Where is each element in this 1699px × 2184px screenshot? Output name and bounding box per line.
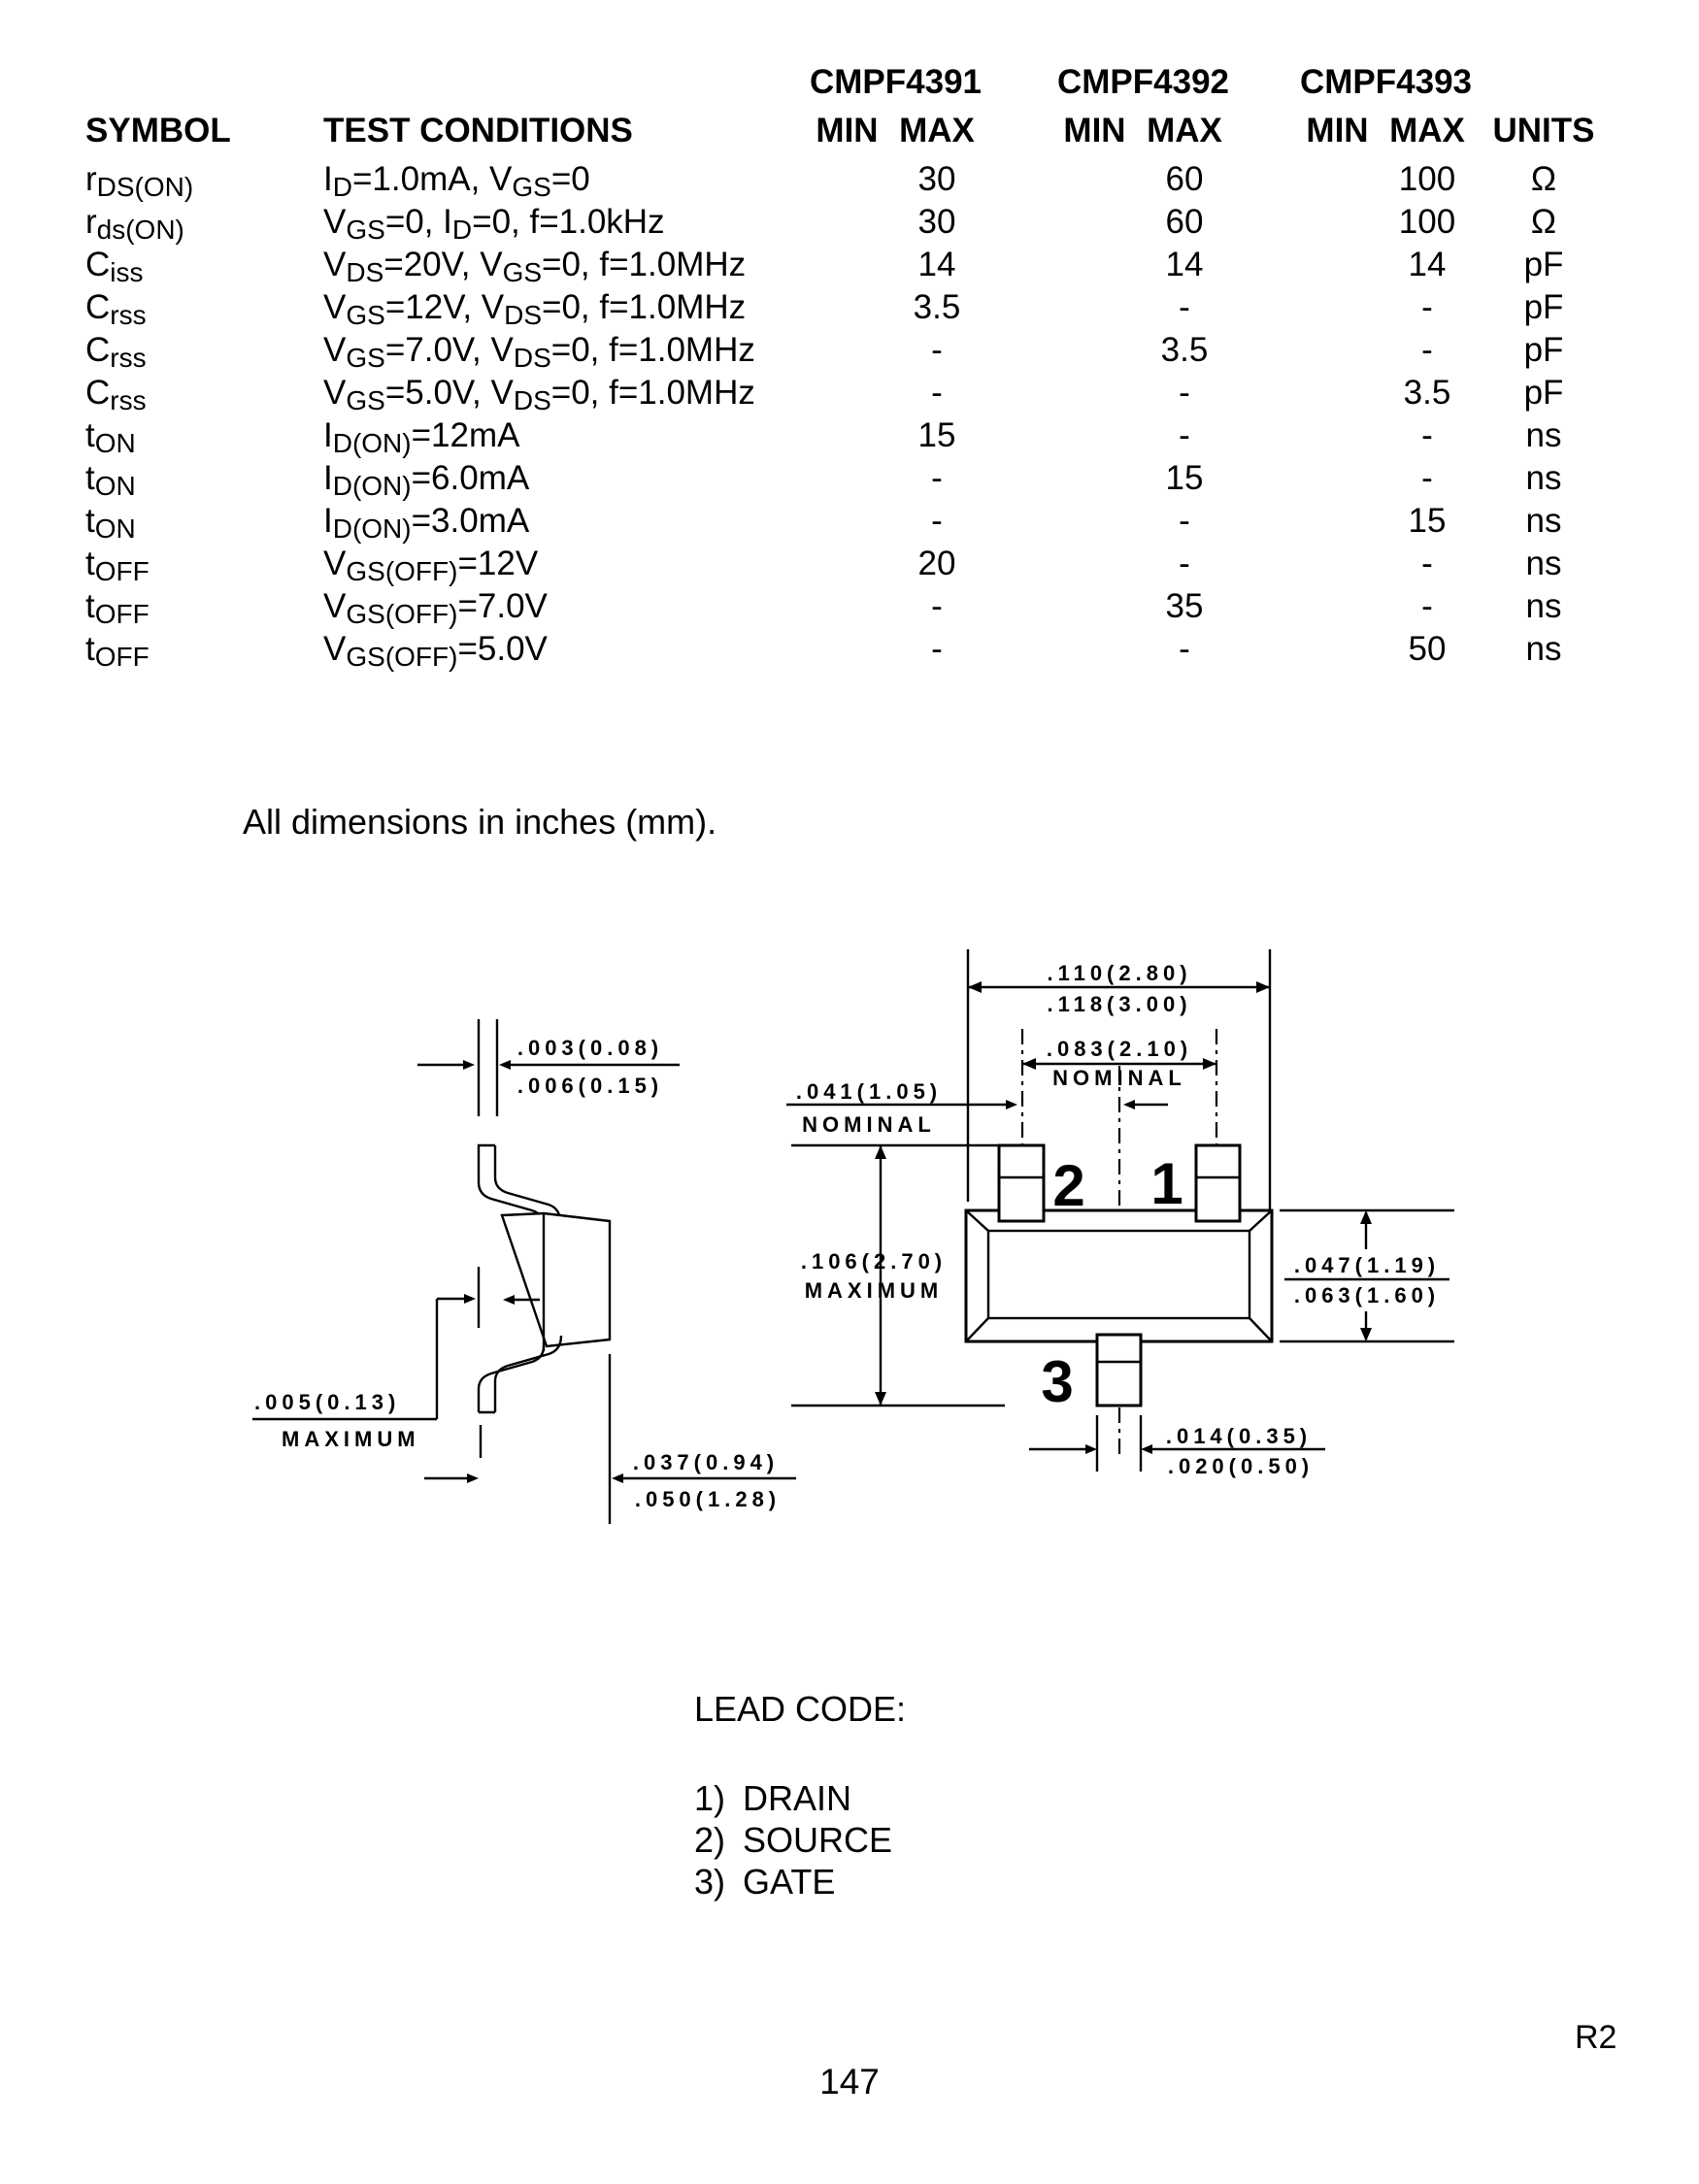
standoff-label: .005(0.13) — [254, 1390, 401, 1414]
conditions-header: TEST CONDITIONS — [323, 111, 633, 149]
standoff-qualifier-label: MAXIMUM — [282, 1427, 420, 1451]
value-cell: 15 — [1408, 501, 1447, 540]
part-header: CMPF4393 — [1299, 62, 1473, 101]
lead-width-max-label: .020(0.50) — [1167, 1454, 1315, 1478]
arrow-right-icon — [467, 1473, 479, 1483]
conditions-cell: V $_{DS}$ =20V, V $_{GS}$ =0, f=1.0MHz — [323, 245, 747, 287]
value-cell: - — [1179, 415, 1190, 454]
value-cell: - — [1421, 586, 1433, 625]
conditions-cell: V $_{GS(OFF)}$ =12V — [323, 544, 539, 586]
value-cell: - — [1179, 544, 1190, 582]
page-number: 147 — [819, 2062, 880, 2101]
value-cell: 60 — [1165, 202, 1204, 241]
conditions-cell: V $_{GS(OFF)}$ =7.0V — [323, 586, 548, 629]
max-header: MAX — [1147, 111, 1222, 149]
value-cell: 14 — [1408, 245, 1447, 283]
pin3-lead — [1097, 1335, 1141, 1406]
units-cell: pF — [1523, 287, 1564, 326]
lead-thickness-min-label: .006(0.15) — [516, 1074, 664, 1098]
symbol-cell: C $_{rss}$ — [85, 330, 147, 373]
lead-code-item-number: 1) — [694, 1778, 726, 1818]
lead-code-item — [694, 1778, 906, 1820]
arrow-right-icon — [1006, 1100, 1017, 1109]
pin2-number-label: 2 — [1052, 1153, 1085, 1218]
value-cell: 100 — [1398, 159, 1456, 198]
pin-span-label: .083(2.10) — [1046, 1037, 1193, 1061]
lead-length-max-label: .050(1.28) — [634, 1487, 782, 1511]
units-cell: ns — [1525, 586, 1562, 625]
value-cell: 50 — [1408, 629, 1447, 668]
value-cell: 100 — [1398, 202, 1456, 241]
symbol-cell: t $_{OFF}$ — [85, 586, 150, 629]
arrow-up-icon — [1360, 1210, 1372, 1224]
max-header: MAX — [1389, 111, 1465, 149]
value-cell: 14 — [1165, 245, 1204, 283]
lead-code-item-number: 3) — [694, 1862, 726, 1902]
units-cell: ns — [1525, 458, 1562, 497]
lead-length-min-label: .037(0.94) — [632, 1450, 780, 1474]
value-cell: - — [1421, 415, 1433, 454]
dimensions-note: All dimensions in inches (mm). — [243, 802, 717, 842]
pin-offset-label: .041(1.05) — [795, 1079, 943, 1104]
arrow-right-icon — [464, 1294, 476, 1304]
lead-width-min-label: .014(0.35) — [1165, 1424, 1313, 1448]
value-cell: 35 — [1165, 586, 1204, 625]
value-cell: 30 — [917, 202, 956, 241]
max-header: MAX — [899, 111, 975, 149]
value-cell: - — [1179, 373, 1190, 412]
min-header: MIN — [816, 111, 879, 149]
part-header: CMPF4391 — [809, 62, 983, 101]
symbol-cell: r $_{ds(ON)}$ — [85, 202, 184, 245]
value-cell: 30 — [917, 159, 956, 198]
value-cell: 14 — [917, 245, 956, 283]
value-cell: - — [1421, 330, 1433, 369]
arrow-right-icon — [463, 1060, 475, 1070]
arrow-left-icon — [503, 1295, 515, 1305]
symbol-cell: t $_{ON}$ — [85, 458, 136, 501]
arrow-left-icon — [1022, 1058, 1036, 1070]
min-header: MIN — [1306, 111, 1369, 149]
package-width-min-label: .110(2.80) — [1047, 961, 1192, 985]
value-cell: - — [931, 629, 943, 668]
conditions-cell: V $_{GS}$ =12V, V $_{DS}$ =0, f=1.0MHz — [323, 287, 747, 330]
units-cell: ns — [1525, 544, 1562, 582]
units-cell: pF — [1523, 245, 1564, 283]
revision-label: R2 — [1575, 2019, 1617, 2056]
value-cell: - — [1421, 544, 1433, 582]
units-cell: pF — [1523, 330, 1564, 369]
package-width-max-label: .118(3.00) — [1047, 992, 1192, 1016]
height-qualifier-label: MAXIMUM — [804, 1278, 944, 1303]
conditions-cell: V $_{GS}$ =0, I $_D$ =0, f=1.0kHz — [323, 202, 665, 245]
value-cell: - — [931, 330, 943, 369]
value-cell: - — [931, 458, 943, 497]
value-cell: 3.5 — [1160, 330, 1209, 369]
symbol-cell: C $_{rss}$ — [85, 373, 147, 415]
symbol-cell: t $_{OFF}$ — [85, 629, 150, 672]
value-cell: 20 — [917, 544, 956, 582]
units-cell: ns — [1525, 415, 1562, 454]
conditions-cell: I $_{D(ON)}$ =12mA — [323, 415, 520, 458]
lead-code-item-label: DRAIN — [743, 1778, 852, 1818]
lead-code-list — [694, 1778, 906, 1903]
symbol-cell: t $_{OFF}$ — [85, 544, 150, 586]
body-height-max-label: .063(1.60) — [1293, 1283, 1441, 1307]
value-cell: - — [931, 586, 943, 625]
lead-code-item — [694, 1862, 906, 1903]
units-cell: ns — [1525, 629, 1562, 668]
units-header: UNITS — [1492, 111, 1595, 149]
spec-table — [85, 60, 1612, 670]
symbol-cell: r $_{DS(ON)}$ — [85, 159, 194, 202]
value-cell: 3.5 — [913, 287, 961, 326]
arrow-right-icon — [1256, 981, 1270, 993]
lead-code-item-label: SOURCE — [743, 1820, 893, 1860]
lead-code-item-label: GATE — [743, 1862, 836, 1902]
lead-code-block — [694, 1689, 906, 1903]
lead-thickness-max-label: .003(0.08) — [516, 1036, 664, 1060]
value-cell: 15 — [917, 415, 956, 454]
value-cell: - — [1179, 501, 1190, 540]
conditions-cell: V $_{GS(OFF)}$ =5.0V — [323, 629, 548, 672]
symbol-cell: t $_{ON}$ — [85, 415, 136, 458]
value-cell: 60 — [1165, 159, 1204, 198]
lead-code-item — [694, 1820, 906, 1862]
pin2-lead — [999, 1145, 1044, 1221]
symbol-cell: C $_{iss}$ — [85, 245, 144, 287]
pin-span-qualifier-label: NOMINAL — [1052, 1066, 1186, 1090]
value-cell: - — [931, 373, 943, 412]
pin-offset-qualifier-label: NOMINAL — [802, 1112, 936, 1137]
part-header: CMPF4392 — [1056, 62, 1230, 101]
arrow-right-icon — [1203, 1058, 1216, 1070]
side-view-drawing — [252, 1019, 796, 1524]
symbol-cell: t $_{ON}$ — [85, 501, 136, 544]
height-label: .106(2.70) — [800, 1249, 948, 1274]
arrow-left-icon — [499, 1060, 511, 1070]
min-header: MIN — [1063, 111, 1126, 149]
lead-code-item-number: 2) — [694, 1820, 726, 1860]
conditions-cell: I $_D$ =1.0mA, V $_{GS}$ =0 — [323, 159, 590, 202]
conditions-cell: I $_{D(ON)}$ =6.0mA — [323, 458, 530, 501]
symbol-cell: C $_{rss}$ — [85, 287, 147, 330]
units-cell: Ω — [1530, 202, 1557, 241]
arrow-left-icon — [968, 981, 982, 993]
value-cell: - — [1421, 458, 1433, 497]
value-cell: - — [931, 501, 943, 540]
value-cell: - — [1179, 629, 1190, 668]
front-view-drawing — [786, 949, 1454, 1478]
conditions-cell: V $_{GS}$ =5.0V, V $_{DS}$ =0, f=1.0MHz — [323, 373, 755, 415]
arrow-left-icon — [1123, 1100, 1135, 1109]
arrow-left-icon — [1141, 1444, 1152, 1454]
conditions-cell: V $_{GS}$ =7.0V, V $_{DS}$ =0, f=1.0MHz — [323, 330, 755, 373]
value-cell: - — [1421, 287, 1433, 326]
arrow-left-icon — [612, 1473, 623, 1483]
units-cell: pF — [1523, 373, 1564, 412]
arrow-right-icon — [1085, 1444, 1097, 1454]
value-cell: 3.5 — [1403, 373, 1451, 412]
units-cell: Ω — [1530, 159, 1557, 198]
pin1-lead — [1196, 1145, 1240, 1221]
package-dimension-drawing — [233, 903, 1505, 1543]
arrow-up-icon — [875, 1145, 886, 1159]
body-height-min-label: .047(1.19) — [1293, 1253, 1441, 1277]
pin3-number-label: 3 — [1041, 1349, 1074, 1414]
arrow-down-icon — [1360, 1328, 1372, 1341]
arrow-down-icon — [875, 1392, 886, 1406]
value-cell: - — [1179, 287, 1190, 326]
symbol-header: SYMBOL — [85, 111, 231, 149]
pin1-number-label: 1 — [1150, 1151, 1183, 1216]
lead-code-title: LEAD CODE: — [694, 1689, 907, 1729]
conditions-cell: I $_{D(ON)}$ =3.0mA — [323, 501, 530, 544]
units-cell: ns — [1525, 501, 1562, 540]
value-cell: 15 — [1165, 458, 1204, 497]
